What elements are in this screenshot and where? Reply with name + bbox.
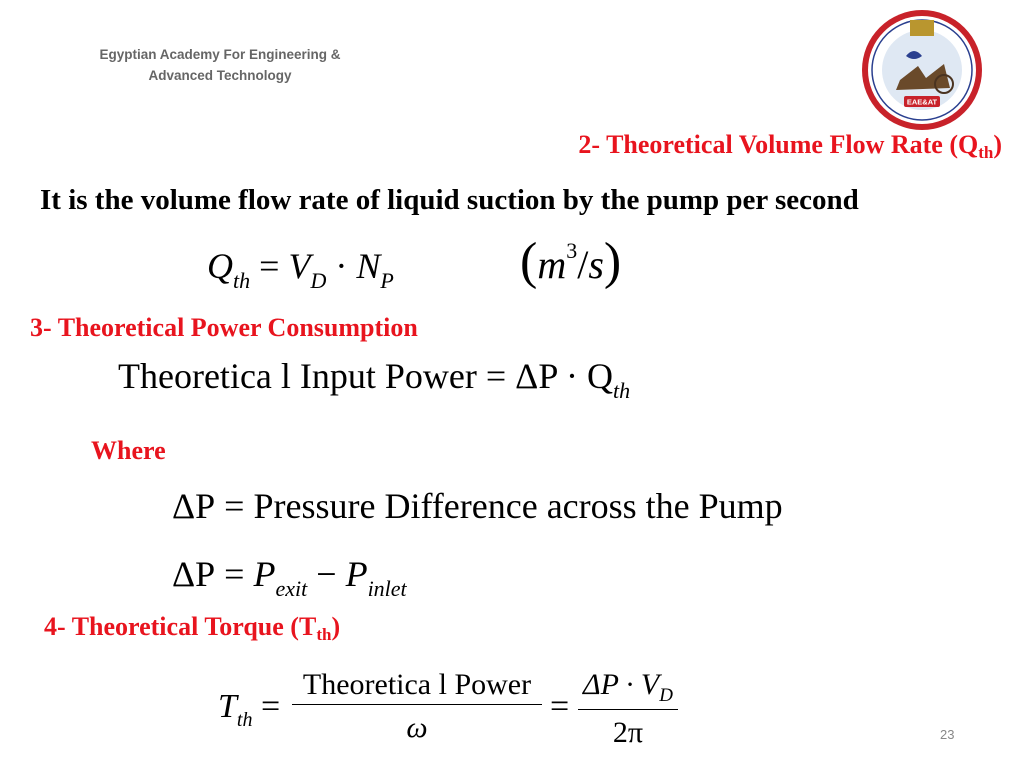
torque-fraction-power [292,668,542,745]
torque-fraction-pressure [578,668,678,750]
logo-text: EAE&AT [906,97,938,107]
torque-lhs: $T_{th}$ = [218,688,281,731]
section-2-heading: 2- Theoretical Volume Flow Rate $(Q_{th})$ [578,130,1002,162]
torque-fraction-pressure-denominator: 2π [612,716,644,749]
torque-fraction-power-denominator: ω [406,711,428,744]
flow-rate-formula: $Q_{th} = V_D \cdot N_P$ [207,246,394,293]
flow-rate-description: It is the volume flow rate of liquid suction by the pump per second [40,184,859,216]
institution-line-2: Advanced Technology [148,68,292,83]
institution-line-1: Egyptian Academy For Engineering & [99,47,341,62]
section-3-heading: 3- Theoretical Power Consumption [30,313,418,342]
academy-logo [860,8,984,132]
pressure-difference-formula: $\Delta P = P_{exit} - P_{inlet}$ [172,554,407,601]
page-number: 23 [940,727,955,742]
torque-fraction-pressure-numerator: $\Delta P \cdot V_D$ [578,668,678,710]
where-label: Where [91,436,166,465]
torque-equals-sign: = [550,688,570,725]
torque-fraction-power-numerator: Theoretica l Power [292,668,542,705]
section-4-heading: 4- Theoretical Torque $(T_{th})$ [44,612,341,644]
pressure-definition: ΔP = Pressure Difference across the Pump [172,486,783,526]
flow-rate-unit: $(m^3/s)$ [520,233,622,290]
institution-name [70,44,370,86]
power-formula: Theoretica l Input Power = $\Delta P \cdot Q_{th}$ [118,356,631,403]
